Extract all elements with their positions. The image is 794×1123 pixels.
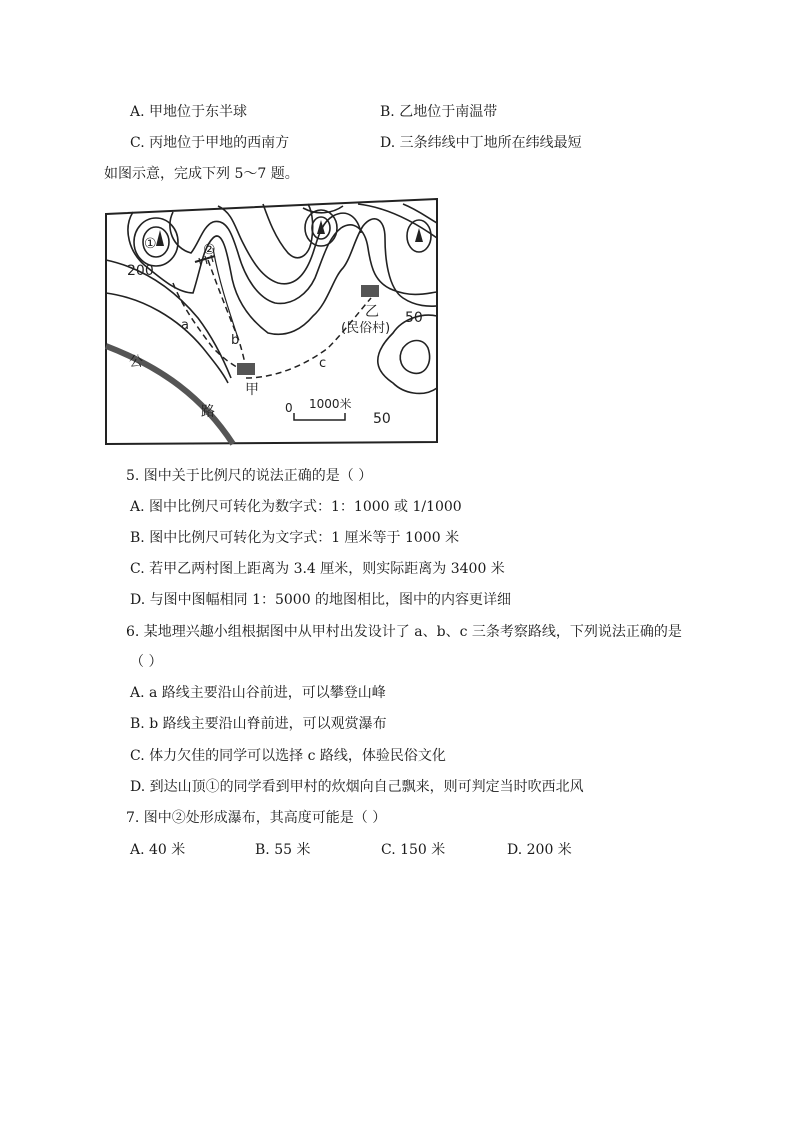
label-contour-50-bottom: 50 xyxy=(373,411,391,427)
topographic-map xyxy=(103,198,439,446)
prev-option-b: B. 乙地位于南温带 xyxy=(380,104,498,120)
intro-text: 如图示意，完成下列 5～7 题。 xyxy=(104,166,299,182)
q5-stem: 5. 图中关于比例尺的说法正确的是（ ） xyxy=(126,468,373,484)
q7-option-d: D. 200 米 xyxy=(507,842,572,858)
q7-stem: 7. 图中②处形成瀑布，其高度可能是（ ） xyxy=(126,810,387,826)
q6-option-b: B. b 路线主要沿山脊前进，可以观赏瀑布 xyxy=(130,716,387,732)
label-route-b: b xyxy=(231,333,240,348)
q6-stem: 6. 某地理兴趣小组根据图中从甲村出发设计了 a、b、c 三条考察路线，下列说法正确的是 xyxy=(126,624,682,640)
label-road-2: 路 xyxy=(201,404,215,420)
label-village-yi-note: (民俗村) xyxy=(341,321,391,336)
label-route-a: a xyxy=(181,318,189,333)
q5-option-d: D. 与图中图幅相同 1：5000 的地图相比，图中的内容更详细 xyxy=(130,592,512,608)
village-yi-marker xyxy=(361,285,379,297)
label-village-jia: 甲 xyxy=(245,382,259,398)
q5-option-a: A. 图中比例尺可转化为数字式：1：1000 或 1/1000 xyxy=(130,499,462,515)
q7-option-b: B. 55 米 xyxy=(255,842,311,858)
q6-stem-cont: （ ） xyxy=(130,654,163,670)
q7-option-c: C. 150 米 xyxy=(381,842,446,858)
label-road-1: 公 xyxy=(129,354,143,370)
q5-option-c: C. 若甲乙两村图上距离为 3.4 厘米，则实际距离为 3400 米 xyxy=(130,561,505,577)
label-contour-50-right: 50 xyxy=(405,310,423,326)
q7-options xyxy=(0,840,794,860)
label-village-yi: 乙 xyxy=(365,304,379,320)
label-contour-200: 200 xyxy=(127,263,154,279)
q6-option-c: C. 体力欠佳的同学可以选择 c 路线，体验民俗文化 xyxy=(130,748,446,764)
prev-option-d: D. 三条纬线中丁地所在纬线最短 xyxy=(380,135,582,151)
q6-option-a: A. a 路线主要沿山谷前进，可以攀登山峰 xyxy=(130,685,386,701)
label-route-c: c xyxy=(319,356,327,371)
q7-option-a: A. 40 米 xyxy=(130,842,186,858)
label-scale-zero: 0 xyxy=(285,401,293,415)
label-scale-value: 1000米 xyxy=(309,397,352,411)
q5-option-b: B. 图中比例尺可转化为文字式：1 厘米等于 1000 米 xyxy=(130,530,460,546)
label-peak2: ② xyxy=(203,242,216,258)
village-jia-marker xyxy=(237,363,255,375)
prev-option-c: C. 丙地位于甲地的西南方 xyxy=(130,135,290,151)
prev-option-a: A. 甲地位于东半球 xyxy=(130,104,248,120)
q6-option-d: D. 到达山顶①的同学看到甲村的炊烟向自己飘来，则可判定当时吹西北风 xyxy=(130,779,584,795)
label-peak1: ① xyxy=(144,236,157,252)
